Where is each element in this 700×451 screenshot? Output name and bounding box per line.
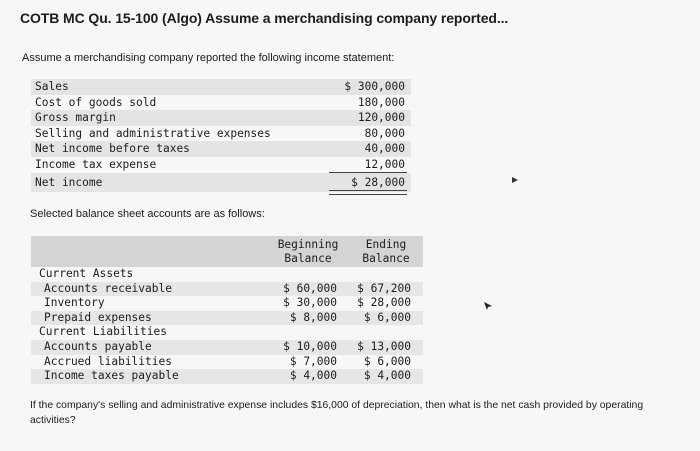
- table-row: [31, 355, 423, 370]
- ending-value: $ 28,000: [357, 296, 411, 310]
- is-row-nibt: [31, 141, 411, 157]
- is-row-sales: [31, 79, 411, 95]
- question-text: If the company's selling and administrative expense includes $16,000 of depreciation, then what is the net cash provided by operating activities?: [30, 400, 644, 426]
- header-text: Ending: [365, 238, 407, 251]
- pointer-mark-icon: [512, 177, 518, 183]
- is-label: Income tax expense: [35, 157, 157, 171]
- is-value: 120,000: [357, 111, 405, 125]
- is-row-sga: [31, 126, 411, 142]
- ending-value: $ 6,000: [363, 310, 411, 324]
- table-row: [31, 369, 423, 384]
- is-value: $ 300,000: [344, 80, 405, 93]
- row-label: Inventory: [44, 296, 105, 310]
- mouse-cursor-icon: [484, 302, 492, 310]
- table-row: [31, 340, 423, 355]
- table-row: [31, 267, 423, 282]
- is-row-tax: [31, 157, 411, 173]
- is-row-gross-margin: [31, 110, 411, 126]
- is-value: $ 28,000: [351, 175, 405, 189]
- table-row: [31, 311, 423, 326]
- is-label: Net income: [35, 175, 103, 189]
- ending-value: $ 13,000: [357, 340, 411, 353]
- is-value: 12,000: [364, 157, 405, 171]
- is-label: Selling and administrative expenses: [35, 126, 271, 140]
- header-ending: [353, 238, 419, 266]
- income-statement: [31, 79, 411, 192]
- balance-sheet-table: [31, 236, 423, 386]
- beginning-value: $ 10,000: [283, 340, 337, 353]
- row-label: Income taxes payable: [44, 369, 179, 383]
- row-label: Accounts payable: [44, 340, 152, 353]
- header-text: Balance: [362, 252, 410, 265]
- table-header: [31, 236, 423, 267]
- is-row-cogs: [31, 95, 411, 111]
- header-text: Balance: [284, 252, 332, 265]
- ending-value: $ 6,000: [363, 354, 411, 368]
- is-row-net-income: [31, 173, 411, 192]
- intro-text: Assume a merchandising company reported the following income statement:: [22, 52, 395, 64]
- row-label: Accounts receivable: [44, 281, 172, 295]
- row-label: Current Assets: [39, 267, 134, 280]
- table-row: [31, 282, 423, 297]
- beginning-value: $ 4,000: [289, 369, 337, 383]
- header-text: Beginning: [277, 238, 339, 251]
- double-underline: [329, 190, 407, 195]
- is-label: Sales: [35, 80, 69, 93]
- is-label: Cost of goods sold: [35, 95, 157, 109]
- table-row: [31, 325, 423, 340]
- beginning-value: $ 7,000: [289, 354, 337, 368]
- is-label: Gross margin: [35, 111, 116, 125]
- ending-value: $ 67,200: [357, 281, 411, 295]
- beginning-value: $ 8,000: [289, 310, 337, 324]
- row-label: Prepaid expenses: [44, 310, 152, 324]
- is-value: 80,000: [364, 126, 405, 140]
- header-beginning: [277, 238, 339, 266]
- is-label: Net income before taxes: [35, 142, 190, 156]
- table-row: [31, 296, 423, 311]
- ending-value: $ 4,000: [363, 369, 411, 383]
- question-title: COTB MC Qu. 15-100 (Algo) Assume a merchandising company reported...: [20, 10, 509, 26]
- is-value: 40,000: [364, 142, 405, 156]
- row-label: Accrued liabilities: [44, 354, 172, 368]
- selected-accounts-text: Selected balance sheet accounts are as follows:: [30, 208, 265, 220]
- row-label: Current Liabilities: [39, 325, 167, 339]
- beginning-value: $ 60,000: [283, 281, 337, 295]
- is-value: 180,000: [357, 95, 405, 109]
- beginning-value: $ 30,000: [283, 296, 337, 310]
